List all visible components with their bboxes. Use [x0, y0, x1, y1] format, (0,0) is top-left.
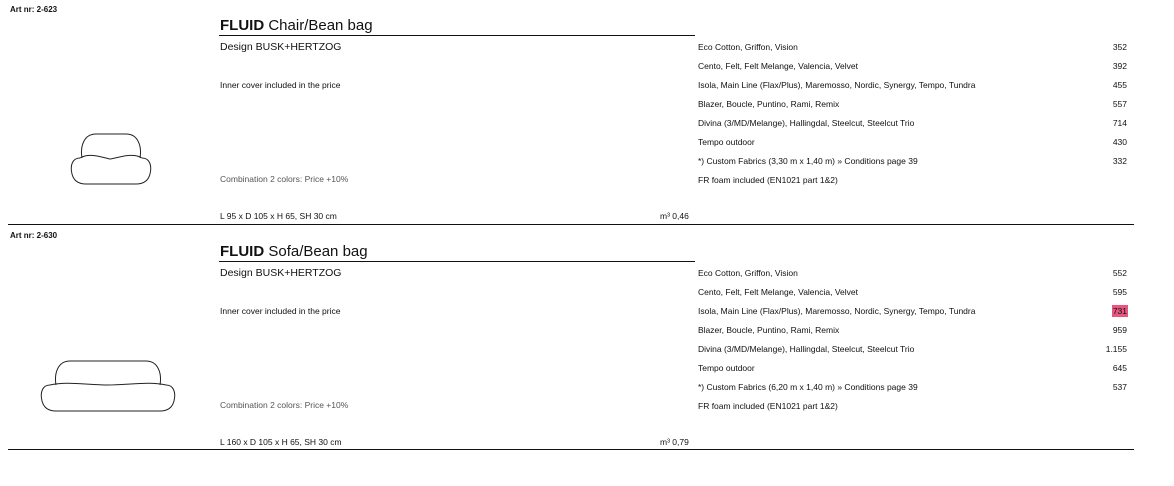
- fabric-group-label: Tempo outdoor: [698, 363, 755, 373]
- price-row: [698, 343, 1128, 355]
- price-value: 332: [1112, 156, 1127, 166]
- title-underline: [219, 261, 695, 262]
- price-value: 1.155: [1105, 344, 1127, 354]
- volume: m³ 0,79: [660, 437, 689, 447]
- price-row: [698, 60, 1128, 72]
- price-value: 557: [1112, 99, 1127, 109]
- dimensions: L 95 x D 105 x H 65, SH 30 cm: [220, 211, 337, 221]
- fabric-group-label: Eco Cotton, Griffon, Vision: [698, 42, 798, 52]
- inner-cover-note: Inner cover included in the price: [220, 80, 341, 90]
- price-row: [698, 362, 1128, 374]
- designer-credit: Design BUSK+HERTZOG: [220, 267, 342, 279]
- price-value: 392: [1112, 61, 1127, 71]
- fabric-group-label: Tempo outdoor: [698, 137, 755, 147]
- price-row: [698, 400, 1128, 412]
- dimensions: L 160 x D 105 x H 65, SH 30 cm: [220, 437, 342, 447]
- price-row: [698, 117, 1128, 129]
- price-row: [698, 286, 1128, 298]
- bean-bag-sofa-sketch-icon: [38, 355, 178, 415]
- price-row: [698, 155, 1128, 167]
- fabric-group-label: *) Custom Fabrics (6,20 m x 1,40 m) » Conditions page 39: [698, 382, 918, 392]
- fabric-group-label: Cento, Felt, Felt Melange, Valencia, Velvet: [698, 287, 859, 297]
- price-row: [698, 324, 1128, 336]
- section-divider: [8, 224, 1134, 225]
- price-value: 595: [1112, 287, 1127, 297]
- combination-note: Combination 2 colors: Price +10%: [220, 400, 349, 410]
- product-title: [220, 17, 373, 34]
- fabric-group-label: *) Custom Fabrics (3,30 m x 1,40 m) » Conditions page 39: [698, 156, 918, 166]
- price-value: 714: [1112, 118, 1127, 128]
- fabric-group-label: Divina (3/MD/Melange), Hallingdal, Steelcut, Steelcut Trio: [698, 118, 915, 128]
- designer-credit: Design BUSK+HERTZOG: [220, 41, 342, 53]
- fabric-group-label: Cento, Felt, Felt Melange, Valencia, Velvet: [698, 61, 859, 71]
- price-value: 645: [1112, 363, 1127, 373]
- price-row: [698, 79, 1128, 91]
- section-divider: [8, 449, 1134, 450]
- title-underline: [219, 35, 695, 36]
- fabric-group-label: Eco Cotton, Griffon, Vision: [698, 268, 798, 278]
- fabric-group-label: FR foam included (EN1021 part 1&2): [698, 175, 838, 185]
- fabric-group-label: Blazer, Boucle, Puntino, Rami, Remix: [698, 325, 840, 335]
- price-value-highlighted: 731: [1112, 306, 1127, 316]
- price-row: [698, 98, 1128, 110]
- art-number: Art nr: 2-623: [10, 5, 58, 14]
- product-name: Sofa/Bean bag: [268, 243, 368, 260]
- price-row: [698, 174, 1128, 186]
- inner-cover-note: Inner cover included in the price: [220, 306, 341, 316]
- price-value: 455: [1112, 80, 1127, 90]
- price-value: 352: [1112, 42, 1127, 52]
- price-value: 959: [1112, 325, 1127, 335]
- product-block-chair: [0, 0, 1174, 226]
- fabric-group-label: Isola, Main Line (Flax/Plus), Maremosso, Nordic, Synergy, Tempo, Tundra: [698, 80, 976, 90]
- combination-note: Combination 2 colors: Price +10%: [220, 174, 349, 184]
- fabric-group-label: Blazer, Boucle, Puntino, Rami, Remix: [698, 99, 840, 109]
- art-number: Art nr: 2-630: [10, 231, 58, 240]
- price-row: [698, 136, 1128, 148]
- product-name: Chair/Bean bag: [268, 17, 373, 34]
- volume: m³ 0,46: [660, 211, 689, 221]
- product-title: [220, 243, 368, 260]
- fabric-group-label: Divina (3/MD/Melange), Hallingdal, Steelcut, Steelcut Trio: [698, 344, 915, 354]
- price-row: [698, 41, 1128, 53]
- product-block-sofa: [0, 227, 1174, 453]
- price-row: [698, 305, 1128, 317]
- price-value: 537: [1112, 382, 1127, 392]
- product-brand: FLUID: [220, 17, 265, 34]
- fabric-group-label: FR foam included (EN1021 part 1&2): [698, 401, 838, 411]
- price-row: [698, 267, 1128, 279]
- product-brand: FLUID: [220, 243, 265, 260]
- fabric-group-label: Isola, Main Line (Flax/Plus), Maremosso, Nordic, Synergy, Tempo, Tundra: [698, 306, 976, 316]
- price-row: [698, 381, 1128, 393]
- price-value: 430: [1112, 137, 1127, 147]
- bean-bag-chair-sketch-icon: [66, 128, 156, 188]
- price-value: 552: [1112, 268, 1127, 278]
